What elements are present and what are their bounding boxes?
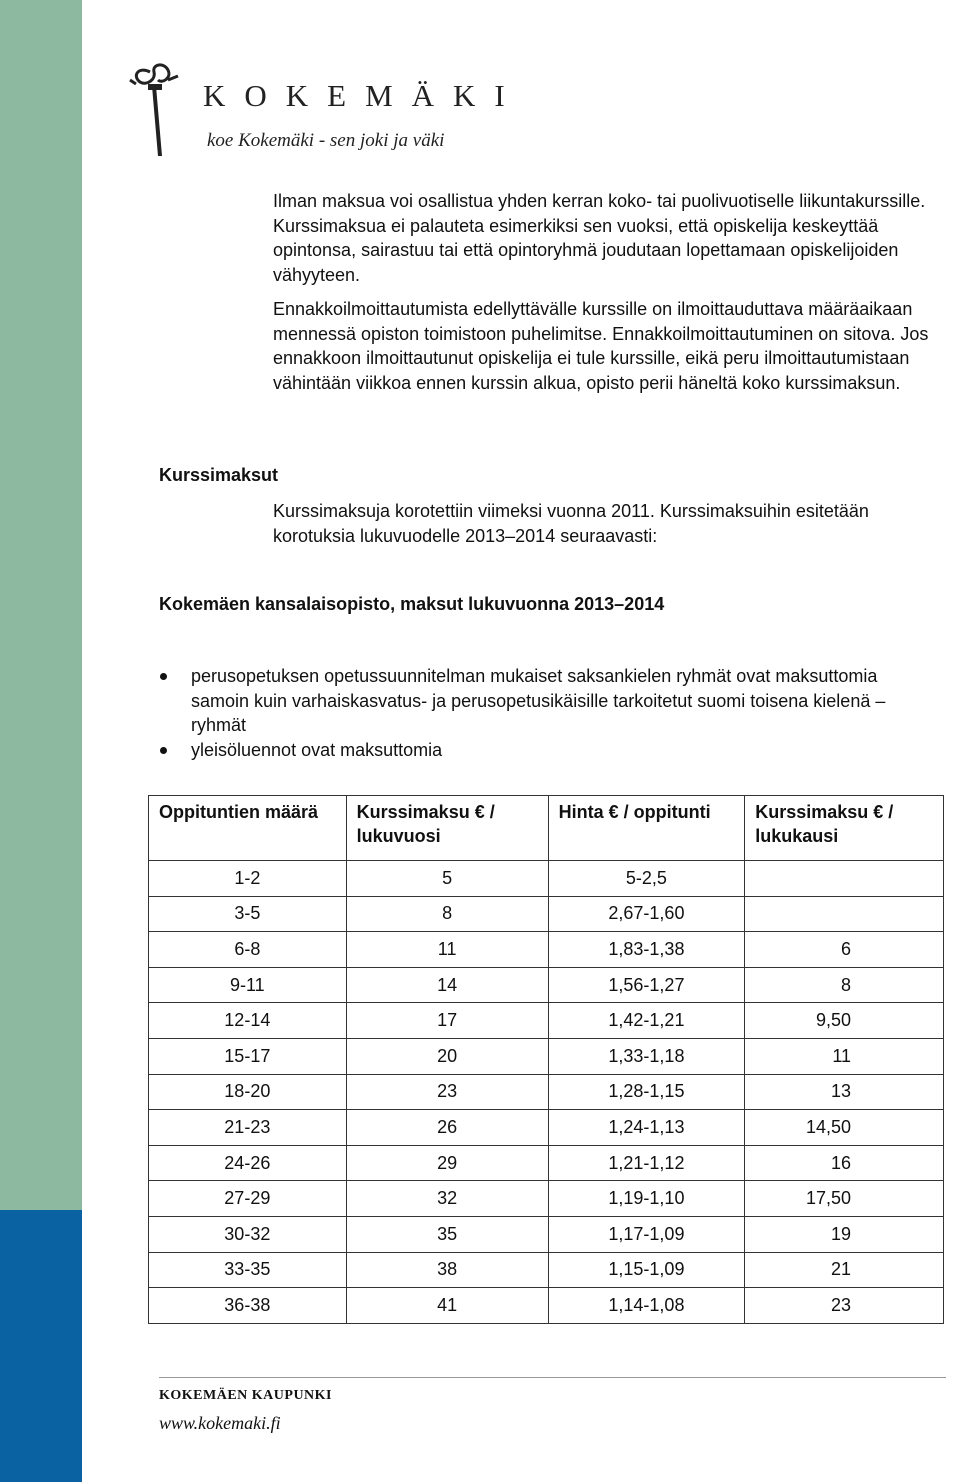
table-row — [149, 1145, 944, 1181]
cell-lesson-price: 1,83-1,38 — [548, 932, 745, 968]
cell-lesson-price: 1,28-1,15 — [548, 1074, 745, 1110]
cell-year-fee: 14 — [346, 967, 548, 1003]
table-row — [149, 1074, 944, 1110]
table-row — [149, 1038, 944, 1074]
cell-year-fee: 5 — [346, 861, 548, 897]
cell-lesson-price: 1,19-1,10 — [548, 1181, 745, 1217]
cell-lessons: 21-23 — [149, 1110, 347, 1146]
cell-lesson-price: 1,21-1,12 — [548, 1145, 745, 1181]
cell-year-fee: 26 — [346, 1110, 548, 1146]
cell-lessons: 24-26 — [149, 1145, 347, 1181]
cell-lesson-price: 1,56-1,27 — [548, 967, 745, 1003]
cell-year-fee: 35 — [346, 1216, 548, 1252]
bullet-icon — [160, 673, 167, 680]
table-row — [149, 896, 944, 932]
cell-term-fee: 16 — [745, 1145, 944, 1181]
section-label-course-fees: Kurssimaksut — [159, 465, 279, 485]
cell-lessons: 36-38 — [149, 1288, 347, 1324]
paragraph-fee-increase: Kurssimaksuja korotettiin viimeksi vuonna 2011. Kurssimaksuihin esitetään korotuksia lukuvuodelle 2013–2014 seuraavasti: — [273, 501, 869, 546]
fees-table — [148, 795, 944, 1324]
table-row — [149, 932, 944, 968]
cell-lessons: 18-20 — [149, 1074, 347, 1110]
cell-year-fee: 23 — [346, 1074, 548, 1110]
logo-tagline: koe Kokemäki - sen joki ja väki — [207, 130, 445, 151]
list-item-text: yleisöluennot ovat maksuttomia — [191, 739, 443, 760]
cell-lessons: 9-11 — [149, 967, 347, 1003]
cell-year-fee: 32 — [346, 1181, 548, 1217]
cell-lessons: 33-35 — [149, 1252, 347, 1288]
cell-term-fee: 19 — [745, 1216, 944, 1252]
footer-website-link[interactable]: www.kokemaki.fi — [159, 1413, 281, 1433]
table-row — [149, 1003, 944, 1039]
header-fee-per-term: Kurssimaksu € / lukukausi — [745, 796, 944, 861]
cell-year-fee: 29 — [346, 1145, 548, 1181]
key-icon — [128, 58, 188, 158]
cell-term-fee: 6 — [745, 932, 944, 968]
cell-term-fee: 23 — [745, 1288, 944, 1324]
cell-lessons: 30-32 — [149, 1216, 347, 1252]
cell-lesson-price: 1,24-1,13 — [548, 1110, 745, 1146]
cell-year-fee: 11 — [346, 932, 548, 968]
cell-year-fee: 38 — [346, 1252, 548, 1288]
cell-lessons: 1-2 — [149, 861, 347, 897]
cell-term-fee — [745, 861, 944, 897]
cell-lessons: 3-5 — [149, 896, 347, 932]
footer-organization: KOKEMÄEN KAUPUNKI — [159, 1388, 332, 1403]
table-header-row — [149, 796, 944, 861]
cell-term-fee: 21 — [745, 1252, 944, 1288]
table-row — [149, 1181, 944, 1217]
cell-lesson-price: 1,14-1,08 — [548, 1288, 745, 1324]
list-item — [159, 738, 919, 763]
cell-lesson-price: 1,42-1,21 — [548, 1003, 745, 1039]
header-price-per-lesson: Hinta € / oppitunti — [548, 796, 745, 861]
table-row — [149, 1110, 944, 1146]
cell-lesson-price: 1,15-1,09 — [548, 1252, 745, 1288]
side-band-green — [0, 0, 82, 1210]
bullet-list — [159, 664, 919, 762]
table-row — [149, 861, 944, 897]
cell-year-fee: 41 — [346, 1288, 548, 1324]
cell-term-fee — [745, 896, 944, 932]
table-row — [149, 1252, 944, 1288]
paragraph-pre-registration: Ennakkoilmoittautumista edellyttävälle kurssille on ilmoittauduttava määräaikaan mennessä opiston toimistoon puhelimitse. Ennakkoilmoittautuminen on sitova. Jos ennakkoon ilmoittautunut opiskelija ei tule kurssille, eikä peru ilmoittautumistaan vähintään viikkoa ennen kurssin alkua, opisto perii häneltä koko kurssimaksun. — [273, 299, 929, 393]
table-row — [149, 1216, 944, 1252]
cell-lessons: 12-14 — [149, 1003, 347, 1039]
header-lesson-count: Oppituntien määrä — [149, 796, 347, 861]
cell-year-fee: 20 — [346, 1038, 548, 1074]
section-heading-fees-2013-2014: Kokemäen kansalaisopisto, maksut lukuvuonna 2013–2014 — [159, 594, 665, 614]
table-row — [149, 967, 944, 1003]
cell-lesson-price: 2,67-1,60 — [548, 896, 745, 932]
list-item-text: perusopetuksen opetussuunnitelman mukaiset saksankielen ryhmät ovat maksuttomia samoin kuin varhaiskasvatus- ja perusopetusikäisille tarkoitetut suomi toisena kielenä – ryhmät — [191, 666, 886, 735]
cell-lesson-price: 1,17-1,09 — [548, 1216, 745, 1252]
cell-term-fee: 13 — [745, 1074, 944, 1110]
cell-lesson-price: 1,33-1,18 — [548, 1038, 745, 1074]
side-color-band — [0, 0, 82, 1482]
cell-term-fee: 11 — [745, 1038, 944, 1074]
cell-year-fee: 8 — [346, 896, 548, 932]
list-item — [159, 664, 919, 738]
header-fee-per-year: Kurssimaksu € / lukuvuosi — [346, 796, 548, 861]
cell-lesson-price: 5-2,5 — [548, 861, 745, 897]
cell-term-fee: 17,50 — [745, 1181, 944, 1217]
table-row — [149, 1288, 944, 1324]
cell-term-fee: 8 — [745, 967, 944, 1003]
cell-year-fee: 17 — [346, 1003, 548, 1039]
side-band-blue — [0, 1210, 82, 1482]
bullet-icon — [160, 747, 167, 754]
logo-title: KOKEMÄKI — [203, 78, 524, 113]
cell-term-fee: 9,50 — [745, 1003, 944, 1039]
cell-term-fee: 14,50 — [745, 1110, 944, 1146]
cell-lessons: 6-8 — [149, 932, 347, 968]
cell-lessons: 15-17 — [149, 1038, 347, 1074]
paragraph-no-fee-participation: Ilman maksua voi osallistua yhden kerran koko- tai puolivuotiselle liikuntakurssille. Kurssimaksua ei palauteta esimerkiksi sen vuoksi, että opiskelija keskeyttää opintonsa, sairastuu tai että opintoryhmä joudutaan lopettamaan opiskelijoiden vähyyteen. — [273, 191, 926, 285]
cell-lessons: 27-29 — [149, 1181, 347, 1217]
footer-divider — [159, 1377, 946, 1378]
